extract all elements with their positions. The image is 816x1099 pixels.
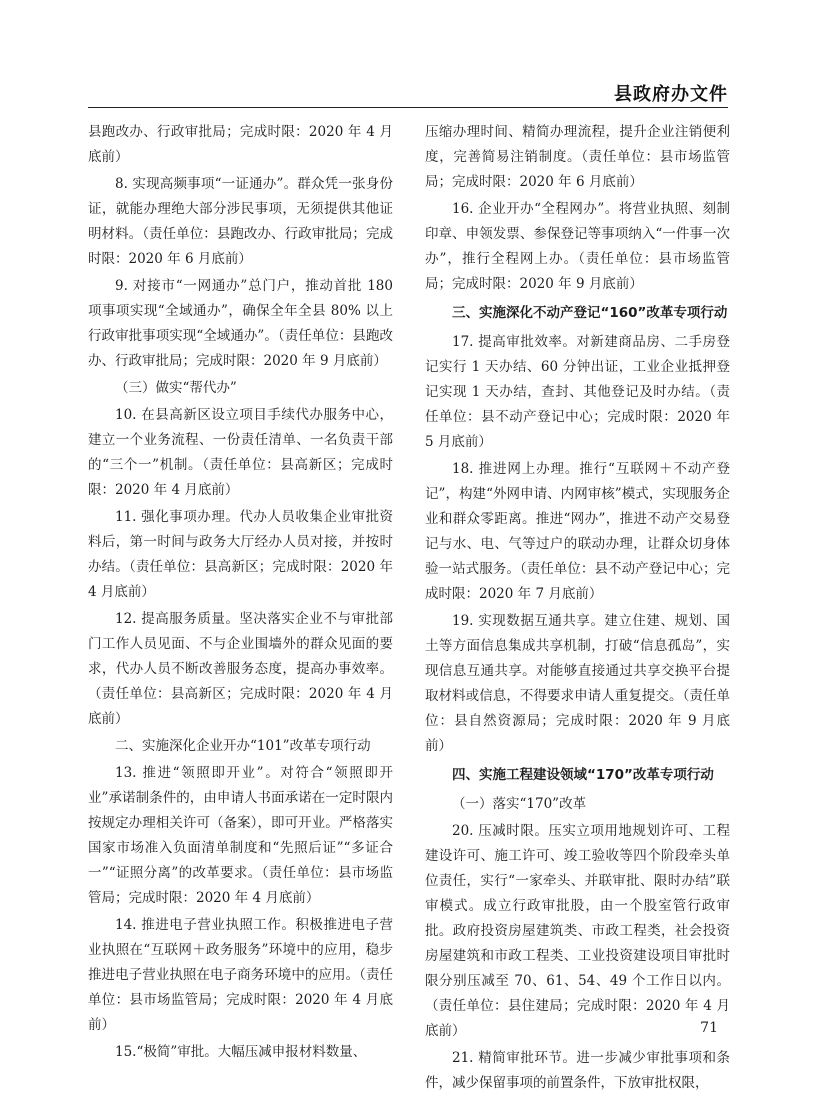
paragraph-13: 13. 推进“领照即开业”。对符合“领照即开业”承诺制条件的，由申请人书面承诺在一定时限内按规定办理相关许可（备案），即可开业。严格落实国家市场准入负面清单制度和“先照后证”“多证合一”“证照分离”的改革要求。（责任单位：县市场监管局；完成时限：2020 年 4 月底前）	[88, 765, 393, 906]
paragraph-19: 19. 实现数据互通共享。建立住建、规划、国土等方面信息集成共享机制，打破“信息孤岛”，实现信息互通共享。对能够直接通过共享交换平台提取材料或信息，不得要求申请人重复提交。（责任单位：县自然资源局；完成时限：2020 年 9 月底前）	[425, 613, 730, 754]
paragraph-15-continuation: 压缩办理时间、精简办理流程，提升企业注销便利度，完善简易注销制度。（责任单位：县市场监管局；完成时限：2020 年 6 月底前）	[425, 124, 730, 190]
paragraph-15: 15.“极简”审批。大幅压减申报材料数量、	[115, 1044, 367, 1060]
paragraph-16: 16. 企业开办“全程网办”。将营业执照、刻制印章、申领发票、参保登记等事项纳入“一件事一次办”，推行全程网上办。（责任单位：县市场监管局；完成时限：2020 年 9 月底前）	[425, 201, 730, 292]
right-column	[425, 120, 730, 1098]
paragraph-10: 10. 在县高新区设立项目手续代办服务中心，建立一个业务流程、一份责任清单、一名负责干部的“三个一”机制。（责任单位：县高新区；完成时限：2020 年 4 月底前）	[88, 407, 393, 498]
paragraph-17: 17. 提高审批效率。对新建商品房、二手房登记实行 1 天办结、60 分钟出证，工业企业抵押登记实现 1 天办结，查封、其他登记及时办结。（责任单位：县不动产登记中心；完成时限：2020 年 5 月底前）	[425, 334, 730, 450]
paragraph-14: 14. 推进电子营业执照工作。积极推进电子营业执照在“互联网＋政务服务”环境中的应用，稳步推进电子营业执照在电子商务环境中的应用。（责任单位：县市场监管局；完成时限：2020 年 4 月底前）	[88, 917, 393, 1033]
paragraph-11: 11. 强化事项办理。代办人员收集企业审批资料后，第一时间与政务大厅经办人员对接，并按时办结。（责任单位：县高新区；完成时限：2020 年 4 月底前）	[88, 509, 393, 600]
header-title: 县政府办文件	[614, 84, 728, 105]
paragraph-8: 8. 实现高频事项“一证通办”。群众凭一张身份证，就能办理绝大部分涉民事项，无须提供其他证明材料。（责任单位：县跑改办、行政审批局；完成时限：2020 年 6 月底前）	[88, 176, 393, 267]
header-rule	[88, 107, 728, 108]
subheading-1: （一）落实“170”改革	[452, 796, 587, 812]
paragraph-21: 21. 精简审批环节。进一步减少审批事项和条件，减少保留事项的前置条件，下放审批权限，	[425, 1050, 730, 1091]
paragraph-7-continuation: 县跑改办、行政审批局；完成时限：2020 年 4 月底前）	[88, 124, 393, 165]
paragraph-12: 12. 提高服务质量。坚决落实企业不与审批部门工作人员见面、不与企业围墙外的群众见面的要求，代办人员不断改善服务态度，提高办事效率。（责任单位：县高新区；完成时限：2020 年 4 月底前）	[88, 611, 393, 727]
subheading-3: （三）做实“帮代办”	[115, 380, 237, 396]
page-number: 71	[700, 1020, 718, 1036]
paragraph-9: 9. 对接市“一网通办”总门户，推动首批 180 项事项实现“全域通办”，确保全年全县 80% 以上行政审批事项实现“全域通办”。（责任单位：县跑改办、行政审批局；完成时限：2020 年 9 月底前）	[88, 278, 393, 369]
section-heading-3: 三、实施深化不动产登记“160”改革专项行动	[452, 305, 728, 321]
paragraph-18: 18. 推进网上办理。推行“互联网＋不动产登记”，构建“外网申请、内网审核”模式，实现服务企业和群众零距离。推进“网办”，推进不动产交易登记与水、电、气等过户的联动办理，让群众切身体验一站式服务。（责任单位：县不动产登记中心；完成时限：2020 年 7 月底前）	[425, 461, 730, 602]
section-heading-4: 四、实施工程建设领域“170”改革专项行动	[452, 767, 714, 783]
paragraph-20: 20. 压减时限。压实立项用地规划许可、工程建设许可、施工许可、竣工验收等四个阶段牵头单位责任，实行“一家牵头、并联审批、限时办结”联审模式。成立行政审批股，由一个股室管行政审批。政府投资房屋建筑类、市政工程类，社会投资房屋建筑和市政工程类、工业投资建设项目审批时限分别压减至 70、61、54、49 个工作日以内。（责任单位：县住建局；完成时限：2020 年 4 月底前）	[425, 823, 730, 1039]
left-column	[88, 120, 393, 1067]
section-heading-2: 二、实施深化企业开办“101”改革专项行动	[115, 738, 371, 754]
